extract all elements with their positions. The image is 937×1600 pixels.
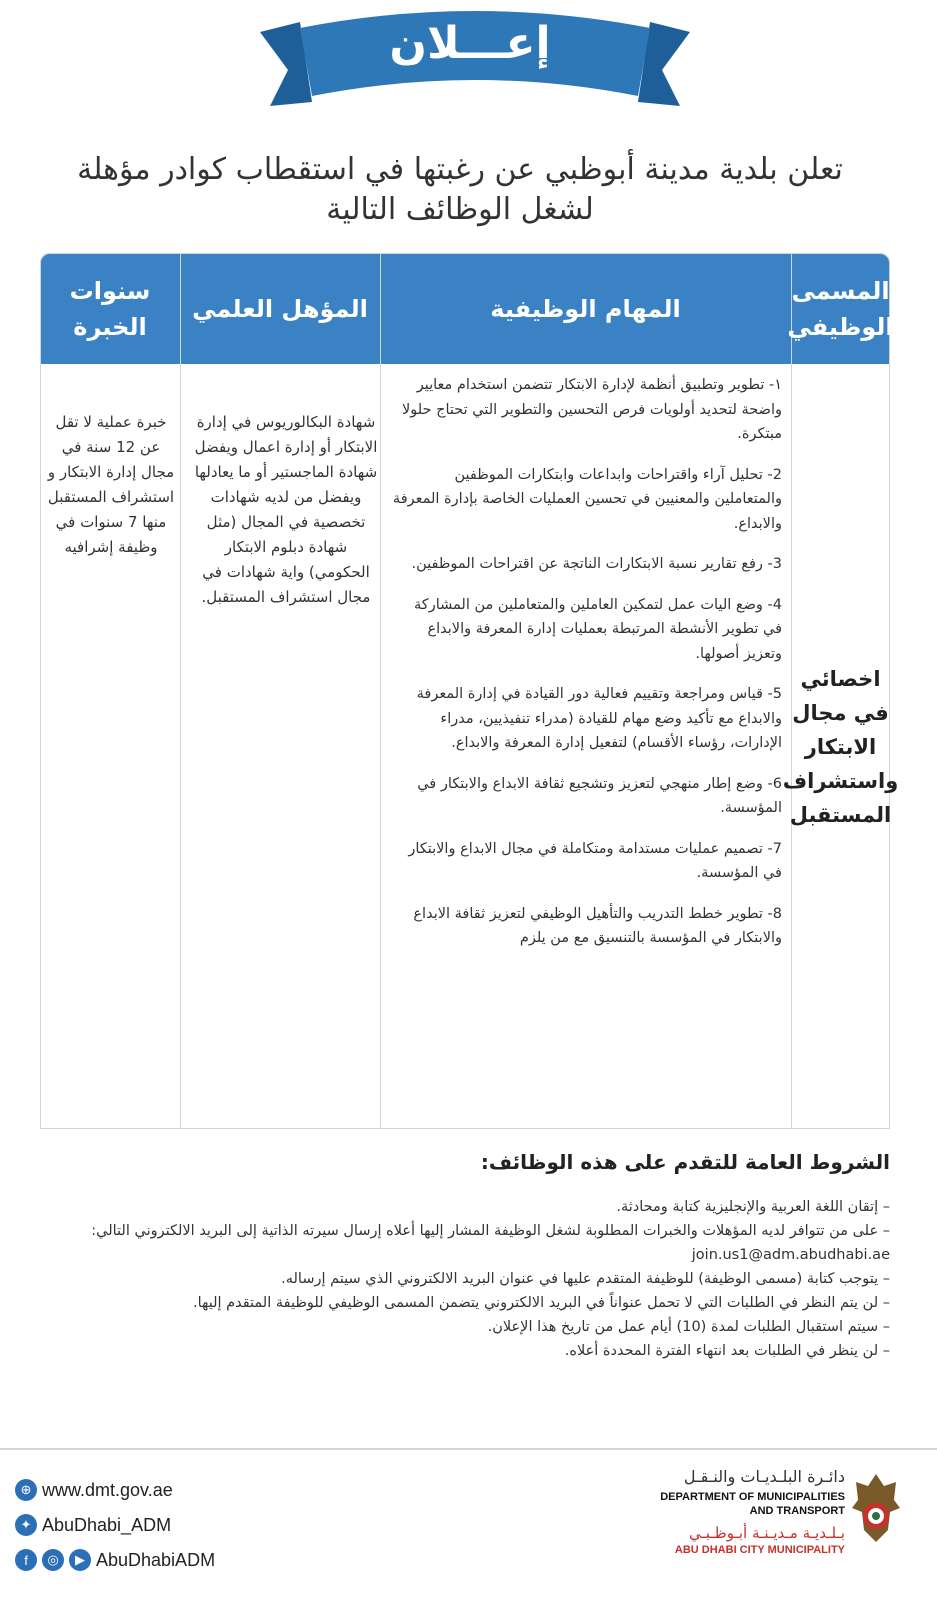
task-item: 5- قياس ومراجعة وتقييم فعالية دور القيادة في إدارة المعرفة والابداع مع تأكيد وضع مهام للقيادة (مدراء تنفيذيين، مدراء الإدارات، رؤساء الأقسام) لتفعيل إدارة المعرفة والابداع. (416, 686, 782, 751)
header-qualification: المؤهل العلمي (192, 294, 368, 323)
twitter-link[interactable] (15, 1510, 265, 1540)
task-item: ١- تطوير وتطبيق أنظمة لإدارة الابتكار تتضمن استخدام معايير واضحة لتحديد أولويات فرص التحسين والتطوير التي تحتاج حلولا مبتكرة. (401, 377, 782, 442)
task-item: 8- تطوير خطط التدريب والتأهيل الوظيفي لتعزيز ثقافة الابداع والابتكار في المؤسسة بالتنسيق مع من يلزم (413, 905, 782, 946)
conditions-list (40, 1195, 890, 1363)
intro-text (40, 150, 880, 230)
condition-item: – سيتم استقبال الطلبات لمدة (10) أيام عمل من تاريخ هذا الإعلان. (487, 1319, 890, 1335)
department-name-en-2: AND TRANSPORT (749, 1505, 845, 1517)
conditions-title: الشروط العامة للتقدم على هذه الوظائف: (480, 1150, 890, 1174)
website-link[interactable] (15, 1475, 265, 1505)
social-text: AbuDhabiADM (96, 1549, 216, 1570)
task-item: 4- وضع اليات عمل لتمكين العاملين والمتعاملين من المشاركة في تطوير الأنشطة المرتبطة بعمليات إدارة المعرفة والابداع وتعزيز أصولها. (414, 596, 782, 662)
task-item: 6- وضع إطار منهجي لتعزيز وتشجيع ثقافة الابداع والابتكار في المؤسسة. (417, 775, 782, 816)
globe-icon: ⊕ (15, 1479, 37, 1501)
column-divider (380, 253, 381, 1129)
condition-item: – لن يتم النظر في الطلبات التي لا تحمل عنواناً في البريد الالكتروني يتضمن المسمى الوظيفي للوظيفة المتقدم إليها. (192, 1295, 890, 1311)
tasks-list (392, 373, 782, 967)
jobs-table (40, 253, 899, 1129)
qualification-cell: شهادة البكالوريوس في إدارة الابتكار أو إدارة اعمال ويفضل شهادة الماجستير أو ما يعادلها ويفضل من لديه شهادات تخصصية في المجال (مثل شهادة دبلوم الابتكار الحكومي) واية شهادات في مجال استشراف المستقبل. (194, 413, 378, 606)
task-item: 2- تحليل آراء واقتراحات وابداعات وابتكارات الموظفين والمتعاملين والمعنيين في تحسين العمليات الخاصة بإدارة المعرفة والابداع. (392, 466, 782, 532)
intro-line-1: تعلن بلدية مدينة أبوظبي عن رغبتها في استقطاب كوادر مؤهلة (77, 152, 843, 187)
header-tasks: المهام الوظيفية (490, 294, 681, 323)
intro-line-2: لشغل الوظائف التالية (326, 192, 594, 227)
facebook-icon: f (15, 1549, 37, 1571)
twitter-text: AbuDhabi_ADM (42, 1514, 172, 1535)
condition-item: – إتقان اللغة العربية والإنجليزية كتابة ومحادثة. (616, 1199, 890, 1215)
announcement-title: إعـــلان (389, 18, 551, 69)
social-link[interactable] (15, 1545, 265, 1575)
task-item: 7- تصميم عمليات مستدامة ومتكاملة في مجال الابداع والابتكار في المؤسسة. (408, 840, 782, 881)
department-block (600, 1467, 845, 1556)
job-title-cell: اخصائي في مجال الابتكار واستشراف المستقبل (782, 666, 899, 827)
municipality-name-ar: بـلـديـة مـديـنـة أبـوظـبـي (688, 1524, 845, 1542)
condition-item: – لن ينظر في الطلبات بعد انتهاء الفترة المحددة أعلاه. (564, 1343, 890, 1359)
condition-item: – يتوجب كتابة (مسمى الوظيفة) للوظيفة المتقدم عليها في عنوان البريد الالكتروني الذي سيتم إرساله. (281, 1271, 890, 1287)
website-text: www.dmt.gov.ae (42, 1479, 173, 1500)
footer-divider (0, 1448, 937, 1450)
experience-cell: خبرة عملية لا تقل عن 12 سنة في مجال إدارة الابتكار و استشراف المستقبل منها 7 سنوات في وظيفة إشرافيه (47, 413, 175, 556)
municipality-name-en: ABU DHABI CITY MUNICIPALITY (674, 1544, 845, 1556)
department-name-en-1: DEPARTMENT OF MUNICIPALITIES (660, 1491, 845, 1503)
youtube-icon: ▶ (69, 1549, 91, 1571)
task-item: 3- رفع تقارير نسبة الابتكارات الناتجة عن اقتراحات الموظفين. (411, 556, 782, 572)
falcon-emblem-icon (848, 1468, 904, 1548)
instagram-icon: ◎ (42, 1549, 64, 1571)
column-divider (180, 253, 181, 1129)
twitter-icon: ✦ (15, 1514, 37, 1536)
department-name-ar: دائـرة البلـديـات والنـقـل (683, 1467, 845, 1486)
header-experience: سنوات الخبرة (69, 276, 151, 341)
condition-item: – على من تتوافر لديه المؤهلات والخبرات المطلوبة لشغل الوظيفة المشار إليها أعلاه إرسال سيرته الذاتية إلى البريد الالكتروني التالي: join.us1@adm.abudhabi.ae (91, 1223, 890, 1263)
contact-links (15, 1475, 265, 1580)
header-job-title: المسمى الوظيفي (787, 276, 894, 341)
